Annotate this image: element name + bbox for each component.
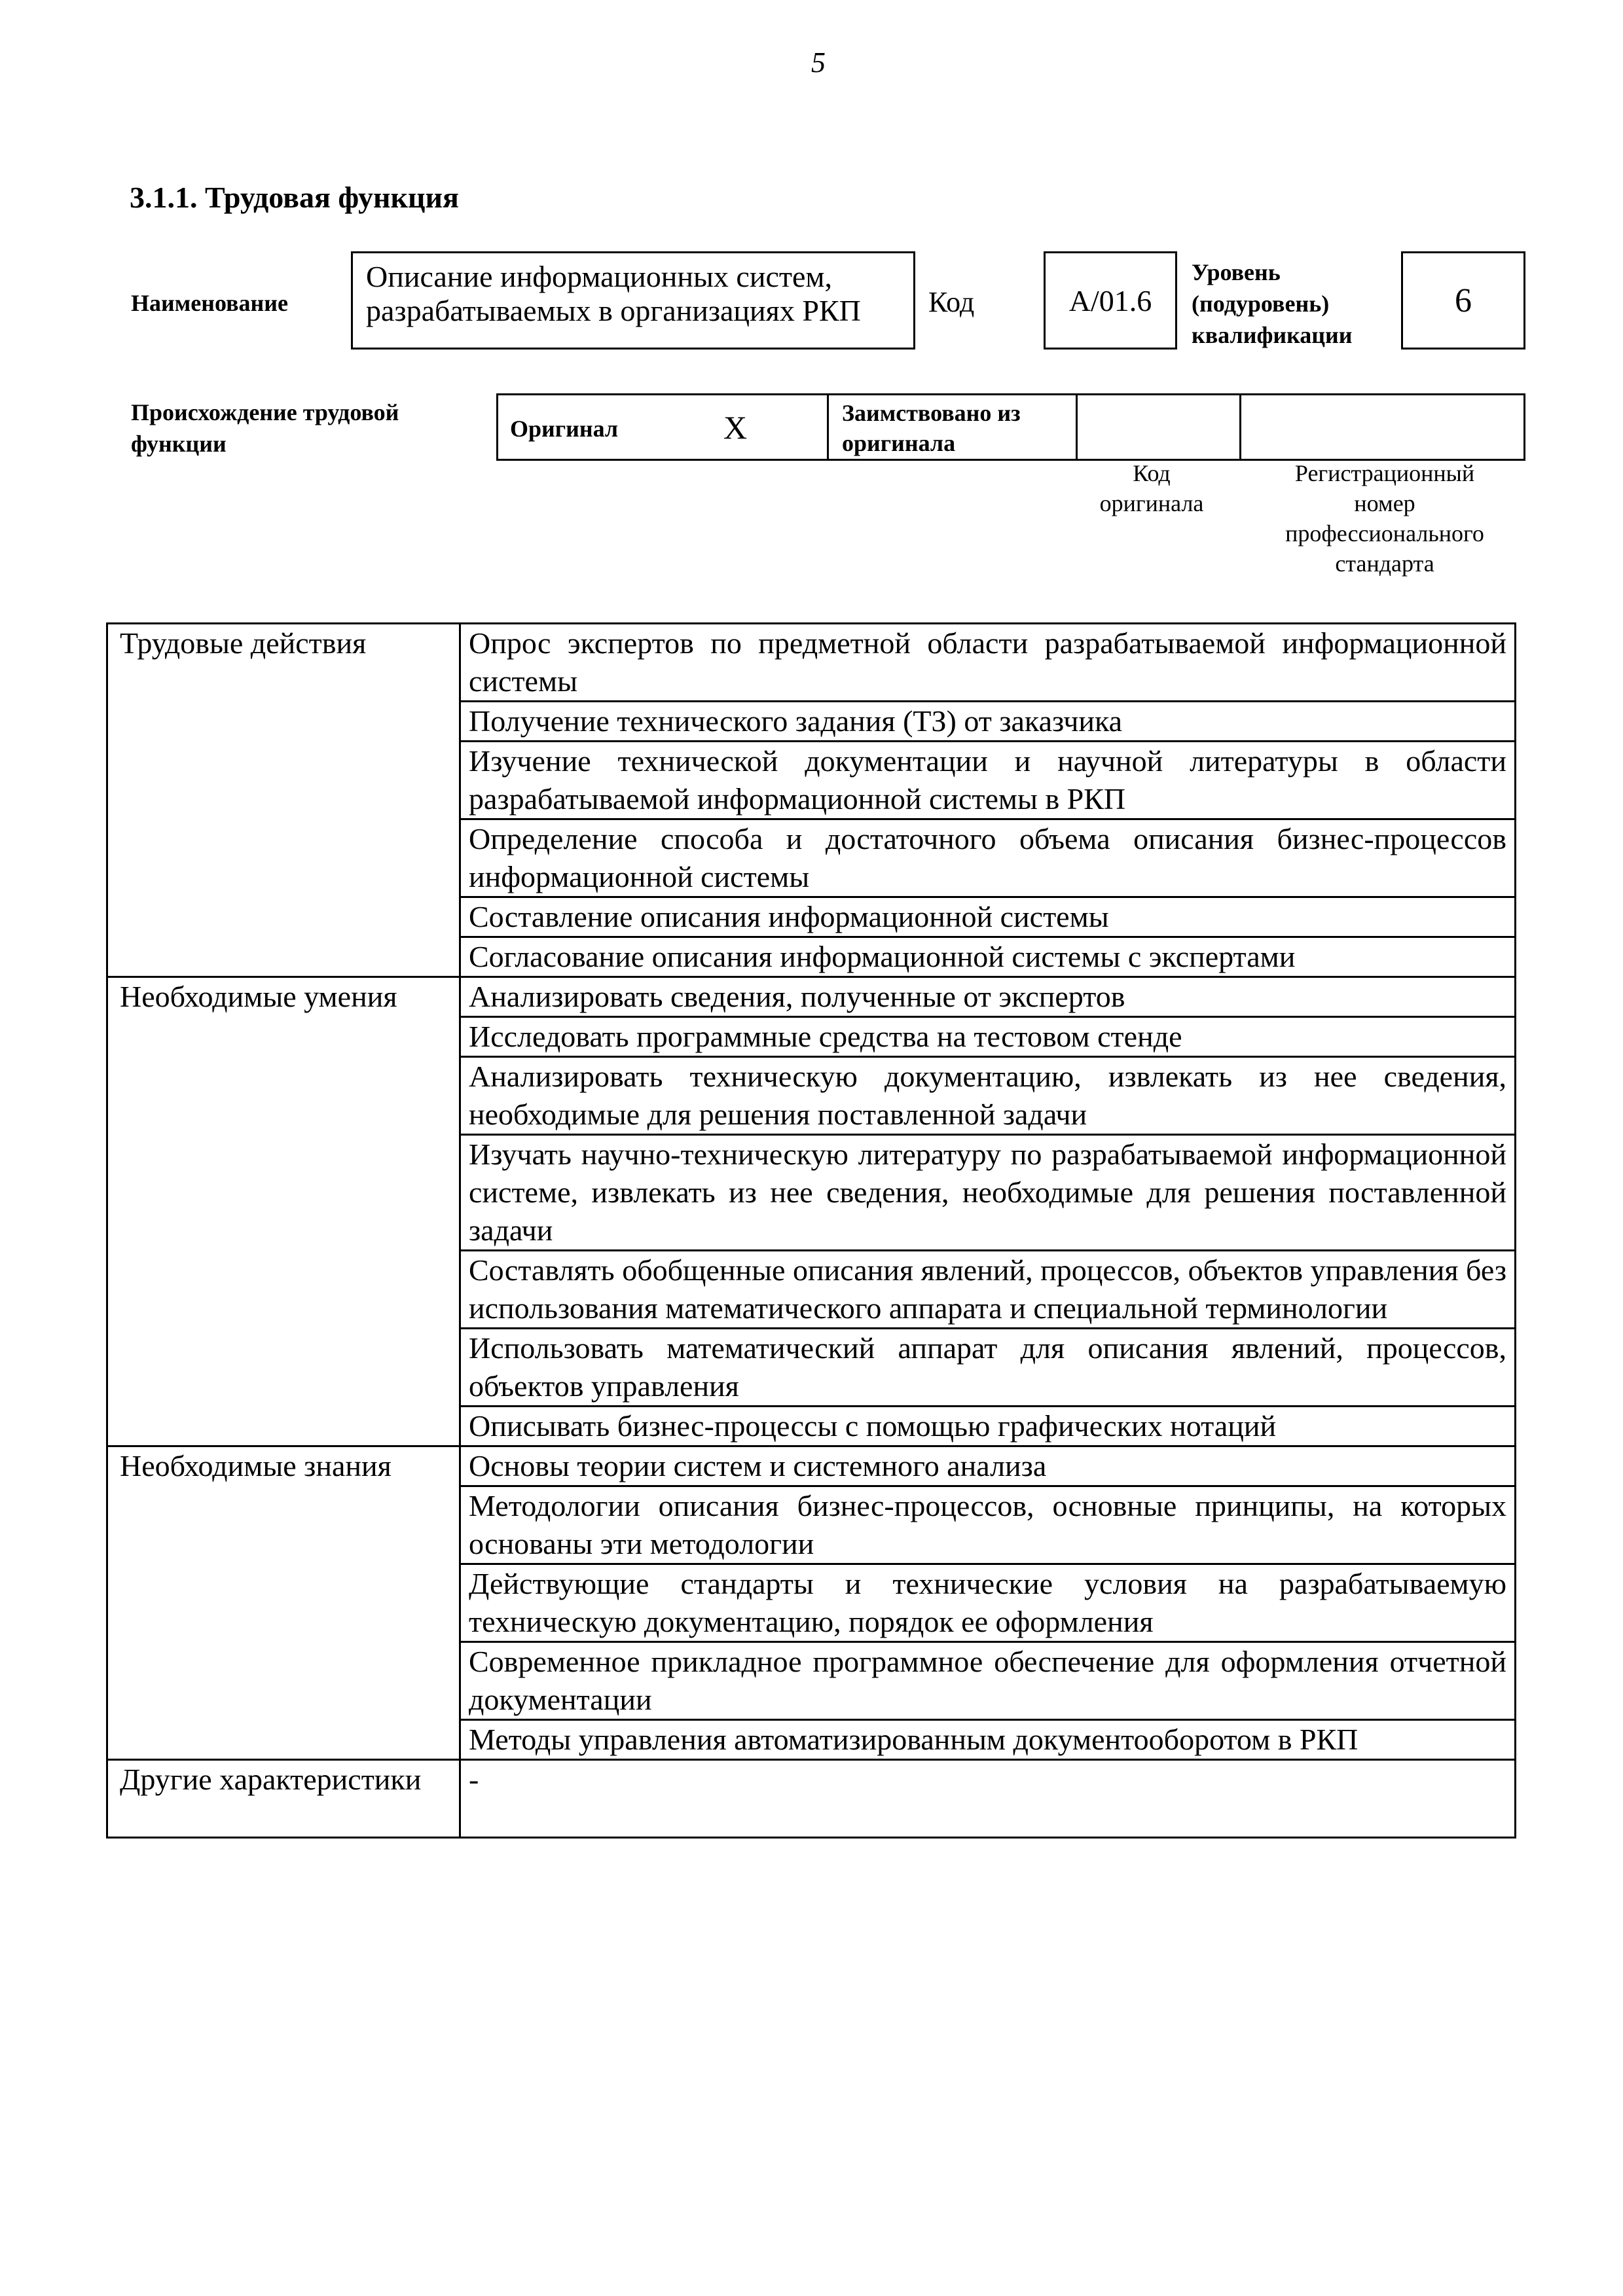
- item-cell: Методы управления автоматизированным документооборотом в РКП: [460, 1720, 1516, 1760]
- category-cell: Необходимые знания: [107, 1446, 460, 1760]
- caption-original-code: [1063, 458, 1241, 518]
- item-cell: Действующие стандарты и технические условия на разрабатываемую техническую документацию, порядок ее оформления: [460, 1564, 1516, 1642]
- registration-number-cell: [1241, 395, 1523, 459]
- borrowed-cell: [829, 395, 1078, 459]
- level-label: [1192, 257, 1353, 351]
- item-cell: Составлять обобщенные описания явлений, процессов, объектов управления без использования математического аппарата и специальной терминологии: [460, 1251, 1516, 1329]
- code-box: [1044, 251, 1177, 350]
- origin-label-line-1: Происхождение трудовой: [131, 399, 399, 425]
- level-box: [1401, 251, 1525, 350]
- section-heading: 3.1.1. Трудовая функция: [130, 181, 459, 214]
- item-cell: Изучать научно-техническую литературу по разрабатываемой информационной системе, извлекать из нее сведения, необходимые для решения поставленной задачи: [460, 1135, 1516, 1251]
- category-cell: Трудовые действия: [107, 624, 460, 977]
- caption-code-line-1: Код: [1133, 460, 1171, 486]
- function-details-table: [106, 622, 1516, 1839]
- category-cell: Необходимые умения: [107, 977, 460, 1446]
- caption-code-line-2: оригинала: [1099, 490, 1204, 516]
- table-row: [107, 1446, 1516, 1486]
- table-row: [107, 624, 1516, 702]
- code-label: Код: [928, 286, 975, 318]
- page-number: 5: [811, 46, 826, 79]
- original-code-cell: [1078, 395, 1241, 459]
- origin-row: [496, 393, 1525, 461]
- item-cell: Основы теории систем и системного анализа: [460, 1446, 1516, 1486]
- item-cell: Анализировать техническую документацию, извлекать из нее сведения, необходимые для решения поставленной задачи: [460, 1057, 1516, 1135]
- item-cell: Современное прикладное программное обеспечение для оформления отчетной документации: [460, 1642, 1516, 1720]
- item-cell: Описывать бизнес-процессы с помощью графических нотаций: [460, 1407, 1516, 1446]
- level-label-line-3: квалификации: [1192, 322, 1353, 348]
- table-row: [107, 977, 1516, 1017]
- original-mark: X: [723, 409, 748, 446]
- caption-reg-line-2: номер: [1354, 490, 1415, 516]
- function-name-value: Описание информационных систем, разрабатываемых в организациях РКП: [366, 260, 861, 327]
- item-cell: Согласование описания информационной системы с экспертами: [460, 937, 1516, 977]
- table-row: [107, 1760, 1516, 1838]
- item-cell: Опрос экспертов по предметной области разрабатываемой информационной системы: [460, 624, 1516, 702]
- item-cell: Методологии описания бизнес-процессов, основные принципы, на которых основаны эти методологии: [460, 1486, 1516, 1564]
- borrowed-label-line-2: оригинала: [842, 430, 956, 456]
- original-label: Оригинал: [510, 416, 619, 442]
- caption-reg-line-4: стандарта: [1335, 550, 1434, 577]
- item-cell: -: [460, 1760, 1516, 1838]
- borrowed-label: [842, 398, 1021, 458]
- item-cell: Изучение технической документации и научной литературы в области разрабатываемой информационной системы в РКП: [460, 742, 1516, 819]
- origin-label-line-2: функции: [131, 431, 227, 457]
- item-cell: Составление описания информационной системы: [460, 897, 1516, 937]
- code-value: А/01.6: [1068, 283, 1152, 317]
- item-cell: Исследовать программные средства на тестовом стенде: [460, 1017, 1516, 1057]
- category-cell: Другие характеристики: [107, 1760, 460, 1838]
- level-value: 6: [1455, 281, 1472, 319]
- item-cell: Анализировать сведения, полученные от экспертов: [460, 977, 1516, 1017]
- origin-label: [131, 397, 399, 459]
- level-label-line-1: Уровень: [1192, 259, 1281, 285]
- caption-reg-line-3: профессионального: [1285, 520, 1484, 547]
- caption-reg-line-1: Регистрационный: [1294, 460, 1475, 486]
- level-label-line-2: (подуровень): [1192, 291, 1330, 317]
- original-cell: [498, 395, 829, 459]
- item-cell: Определение способа и достаточного объема описания бизнес-процессов информационной системы: [460, 819, 1516, 897]
- borrowed-label-line-1: Заимствовано из: [842, 400, 1021, 426]
- item-cell: Использовать математический аппарат для описания явлений, процессов, объектов управления: [460, 1329, 1516, 1407]
- function-name-box: [351, 251, 915, 350]
- caption-registration-number: [1244, 458, 1525, 579]
- name-label: Наименование: [131, 290, 288, 316]
- item-cell: Получение технического задания (ТЗ) от заказчика: [460, 702, 1516, 742]
